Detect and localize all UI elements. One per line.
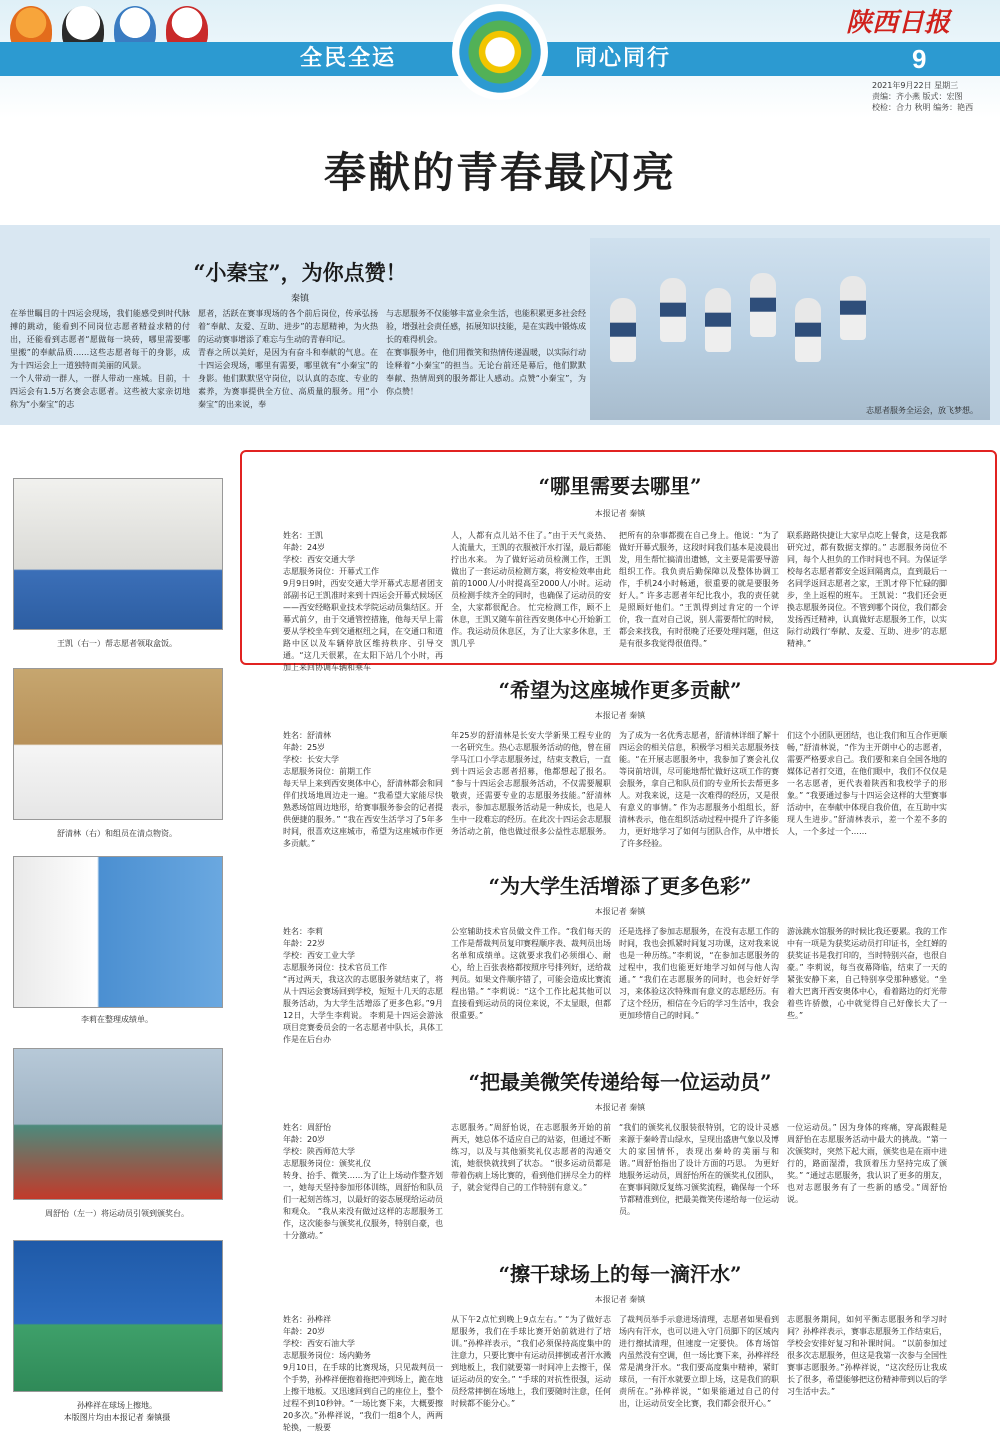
volunteer-figure (610, 298, 636, 362)
article-byline: 本报记者 秦镇 (594, 509, 646, 518)
proof-credit: 校检：合力 秋明 编务：艳西 (872, 103, 974, 112)
article-photo (13, 1048, 223, 1200)
page-banner (0, 0, 1000, 118)
games-emblem-icon (452, 4, 548, 100)
editor-credit: 责编：齐小燕 版式：宏图 (872, 92, 963, 101)
feature-column: 与志愿服务不仅能够丰富业余生活，也能积累更多社会经验，增强社会责任感，拓展知识技能，是在实践中锻炼成长的难得机会。 在赛事服务中，他们用微笑和热情传递温暖，以实际行动诠释着“小秦宝”的担当。无论台前还是幕后，他们默默奉献、热情周到的服务都让人感动。点赞“小秦宝”，为你点赞！ (386, 309, 586, 396)
article-byline: 本报记者 秦镇 (594, 711, 646, 720)
photo-credit: 本版图片均由本报记者 秦镇摄 (63, 1413, 171, 1422)
page-number: 9 (912, 44, 927, 74)
photo-caption: 王凯（右一）帮志愿者领取盒饭。 (57, 639, 177, 648)
photo-caption: 志愿者服务全运会，放飞梦想。 (866, 406, 978, 415)
article-column: 公室辅助技术官员做文件工作。“我们每天的工作是帮裁判员复印赛程顺序表、裁判员出场名单和成绩单。这就要求我们必须细心、耐心，给上百张表格都按照序号排列好，送给裁判员。如果文件顺序错了，可能会造成比赛流程出错。” “李莉说：“这个工作比起其他可以直接看到运动员的岗位来说，不太显眼，但都很重要。” (451, 927, 611, 1020)
article-photo (13, 478, 223, 630)
article-title: “把最美微笑传递给每一位运动员” (468, 1070, 772, 1094)
article-column: 每天早上来到西安奥体中心，舒清林都会和同伴们找场地周边走一遍。“我希望大家能尽快熟悉场馆周边地形，给赛事服务参会的记者提供便捷的服务。” “我在西安生活学习了5年多时间，很喜欢这座城市，希望为这座城市作更多贡献。” (283, 779, 443, 848)
article-title: “哪里需要去哪里” (538, 474, 702, 498)
feature-column: 愿者，活跃在赛事现场的各个前后岗位，传承弘扬着“奉献、友爱、互助、进步”的志愿精神，为火热的运动赛事增添了难忘与生动的青春印记。 青春之所以美好，是因为有奋斗和奉献的气息。在十四运会现场，哪里有需要，哪里就有“小秦宝”的身影。他们默默坚守岗位，以认真的态度、专业的素养，为赛事提供全方位、高质量的服务。用“小秦宝”的出来说，奉 (198, 309, 378, 409)
feature-byline: 秦镇 (290, 294, 309, 304)
article-byline: 本报记者 秦镇 (594, 1295, 646, 1304)
article-column: 年25岁的舒清林是长安大学新果工程专业的一名研究生。热心志愿服务活动的他，曾在留学马江口小学志愿服务过，结束支教后，一直到十四运会志愿者招募，他都想起了报名。 “参与十四运会志愿服务活动，不仅需要履职敬责，还需要专业的志愿服务技能。”舒清林表示，参加志愿服务活动是一种成长，也是人生中一段难忘的经历。在此次十四运会志愿服务活动之前，他也做过很多公益性志愿服务。 (451, 731, 611, 836)
article-column: “再过两天，我这次的志愿服务就结束了，将从十四运会赛场回到学校，短短十几天的志愿服务活动，为大学生活增添了更多色彩。”9月12日，大学生李莉说。 李莉是十四运会游泳项目竞赛委员会的一名志愿者中队长，具体工作是在后台办 (283, 975, 443, 1044)
article-column: 联系路路快捷让大家早点吃上餐食，这是我都研究过，都有数据支撑的。” 志愿服务岗位不同，每个人担负的工作时间也不同。为保证学校每名志愿者都安全返回隔离点，直到最后一名同学返回志愿者之家，王凯才停下忙碌的脚步，坐上返程的班车。 王凯说：“我们还会更换志愿服务岗位。不管到哪个岗位，我们都会发扬西迁精神，认真做好志愿服务工作，以实际行动践行‘奉献、友爱、互助、进步’的志愿精神。” (787, 531, 947, 648)
volunteer-figure (705, 288, 731, 352)
volunteer-figure (660, 278, 686, 342)
photo-caption: 李莉在整理成绩单。 (81, 1015, 153, 1024)
article-title: “希望为这座城作更多贡献” (498, 678, 742, 702)
article-column: 了裁判员举手示意进场清理，志愿者如果看到场内有汗水，也可以进入守门员脚下的区域内进行擦拭清理，但速度一定要快。 体育场馆内虽然没有空调，但一场比赛下来，孙桦祥经常是满身汗水。“我们要高度集中精神，紧盯球员，一有汗水就要立即上场，这是我们的职责所在。”孙桦祥说，“如果能通过自己的付出，让运动员安全比赛，我们都会很开心。” (619, 1315, 779, 1408)
photo-caption: 舒清林（右）和组员在清点物资。 (57, 829, 177, 838)
photo-caption: 孙桦祥在球场上擦地。 (77, 1401, 157, 1410)
article-column: 们这个小团队更团结，也让我们和互合作更顺畅，”舒清林说，“作为主开朗中心的志愿者，需要严格要求自己。我们要和来自全国各地的媒体记者打交道，在他们眼中，我们不仅仅是一名志愿者，更代表着陕西和我校学子的形象。” “我要通过参与十四运会这样的大型赛事活动中，在奉献中体现自我价值，在互助中实现人生进步。”舒清林表示，差一个差不多的人，一个多过一个…… (787, 731, 947, 836)
profile-box: 姓名：王凯 年龄：24岁 学校：西安交通大学 志愿服务岗位：开幕式工作 (283, 531, 379, 576)
volunteer-figure (840, 276, 866, 340)
profile-box: 姓名：周舒怡 年龄：20岁 学校：陕西师范大学 志愿服务岗位：颁奖礼仪 (283, 1123, 371, 1168)
photo-caption: 周舒怡（左一）将运动员引领到颁奖台。 (45, 1209, 189, 1218)
profile-box: 姓名：舒清林 年龄：25岁 学校：长安大学 志愿服务岗位：前期工作 (283, 731, 371, 776)
article-column: 为了成为一名优秀志愿者，舒清林详细了解十四运会的相关信息，积极学习相关志愿服务技能。“在开展志愿服务中，我参加了赛会礼仪等岗前培训，尽可能地帮忙做好这项工作的赛会服务，拿自己和队员们的专业所长去帮更多人。对我来说，这是一次难得的经历，又是很有意义的事情。” 作为志愿服务小组组长，舒清林表示，他在组织活动过程中提升了许多能力，更好地学习了如何与团队合作，从中增长了许多经验。 (619, 731, 779, 848)
article-column: 9月9日9时，西安交通大学开幕式志愿者团支部副书记王凯准时来到十四运会开幕式候场区——西安经略职业技术学院运动员集结区。开幕式前夕，由于交通管控措施，他每天早上需要从学校坐车到交通枢纽之间，在交通口和道路中区以及车辆停放区维持秩序、引导交通。“这几天很累，在太阳下站几个小时，再加上来回协调车辆和乘车 (283, 579, 443, 672)
profile-box: 姓名：孙桦祥 年龄：20岁 学校：西安石油大学 志愿服务岗位：场内勤务 (283, 1315, 371, 1360)
article-column: 还是选择了参加志愿服务，在没有志愿工作的时间，我也会抓紧时间复习功课，这对我来说也是一种历练。”李莉说，“在参加志愿服务的过程中，我们也能更好地学习如何与他人沟通。” “我们在志愿服务的同时，也会好好学习，来体验这次特殊而有意义的志愿经历。有了这个经历，相信在今后的学习生活中，我会更加珍惜自己的时间。” (619, 927, 779, 1020)
article-column: 一位运动员。” 因为身体的疼痛，穿高跟鞋是周舒怡在志愿服务活动中最大的挑战。“第一次颁奖时，突然下起大雨，颁奖也是在雨中进行的，路面湿滑，我顶着压力坚持完成了颁奖。” “通过志愿服务，我认识了更多的朋友，也对志愿服务有了一些新的感受。”周舒怡说。 (787, 1123, 947, 1204)
volunteer-figure (795, 298, 821, 362)
article-photo (13, 668, 223, 820)
article-byline: 本报记者 秦镇 (594, 907, 646, 916)
article-column: 把所有的杂事都揽在自己身上。他说：“为了做好开幕式服务，这段时间我们基本是凌晨出发，用生帮忙搞清出遗憾，文主要是需要导游组织工作。我负责后勤保障以及整体协调工作，手机24小时畅通，很重要的就是要服务好人。” 许多志愿者年纪比我小，我的责任就是照顾好他们。“王凯得到过肯定的一个评价，我一直对自己说，别人需要帮忙的时候，都会来找我，有时很晚了还要处理问题，但这是有很多我觉得很值得。” (619, 531, 779, 648)
article-column: 志愿服务期间，如何平衡志愿服务和学习时间？孙桦祥表示，赛事志愿服务工作结束后，学校会安排好复习和补课时间。 “以前参加过很多次志愿服务，但这是我第一次参与全国性赛事志愿服务。”孙桦祥说，“这次经历让我成长了很多，希望能够把这份精神带到以后的学习生活中去。” (787, 1315, 947, 1396)
article-title: “擦干球场上的每一滴汗水” (498, 1262, 742, 1286)
article-column: 9月10日，在手球的比赛现场，只见裁判员一个手势，孙桦祥便抱着拖把冲到场上，跪在地上擦干地板。又迅速回到自己的座位上，整个过程不到10秒钟。“一场比赛下来，大概要擦20多次。”孙桦祥说，“我们一组8个人，两两轮换，一般要 (283, 1363, 443, 1432)
article-column: “我们的颁奖礼仪服装很特别，它的设计灵感来源于秦岭青山绿水，呈现出盛唐气象以及博大的家国情怀，表现出秦岭的美丽与和谐。”周舒怡指出了设计方面的巧思。 为更好地服务运动员，周舒怡所在的颁奖礼仪团队，在赛事间隙反复练习颁奖流程，确保每一个环节都精准到位，把最美微笑传递给每一位运动员。 (619, 1123, 779, 1216)
article-byline: 本报记者 秦镇 (594, 1103, 646, 1112)
article-column: 人，人都有点儿站不住了。”由于天气炎热、人流量大，王凯的衣服被汗水打湿，最后都能拧出水来。 为了做好运动员检测工作，王凯做出了一套运动员检测方案，将安检效率由此前的1000人/小时提高至2000人/小时。运动员检测手续齐全的同时，也确保了运动员的安全，大家都很配合。 忙完检测工作，顾不上休息，王凯又随车前往西安奥体中心开始新工作。我运动员休息区，为了让大家多休息，王凯几乎 (451, 531, 611, 648)
article-photo (13, 856, 223, 1008)
article-column: 从下午2点忙到晚上9点左右。” “为了做好志愿服务，我们在手球比赛开始前就进行了培训。”孙桦祥表示，“我们必须保持高度集中的注意力，只要比赛中有运动员摔倒或者汗水溅到地板上，我们就要第一时间冲上去擦干，保证运动员的安全。” “手球的对抗性很强，运动员经常摔倒在场地上，我们要随时注意，任何时候都不能分心。” (451, 1315, 611, 1408)
feature-title: “小秦宝”，为你点赞！ (193, 260, 407, 285)
profile-box: 姓名：李莉 年龄：22岁 学校：西安工业大学 志愿服务岗位：技术官员工作 (283, 927, 387, 972)
slogan-right: 同心同行 (575, 46, 672, 71)
article-title: “为大学生活增添了更多色彩” (488, 874, 752, 898)
article-column: 志愿服务。”周舒怡说，在志愿服务开始的前两天，她总体不适应自己的站姿，但通过不断练习，以及与其他颁奖礼仪志愿者的沟通交流，她很快就找到了状态。 “很多运动员都是带着伤病上场比赛的，看到他们拼尽全力的样子，就会觉得自己的工作特别有意义。” (451, 1123, 611, 1192)
page-title: 奉献的青春最闪亮 (323, 148, 676, 197)
issue-meta (872, 80, 973, 113)
slogan-left: 全民全运 (300, 46, 397, 71)
article-column: 转身、抬手、微笑……为了让上场动作整齐划一，她每天坚持参加形体训练，周舒怡和队员们一起刻苦练习，以最好的姿态展现给运动员和观众。 “我从来没有做过这样的志愿服务工作，这次能参与颁奖礼仪服务，特别自豪，也十分激动。” (283, 1171, 443, 1240)
feature-photo (590, 238, 990, 420)
feature-column: 在举世瞩目的十四运会现场，我们能感受到时代脉搏的跳动，能看到不同岗位志愿者精益求精的付出，还能看到志愿者“愿做每一块砖，哪里需要哪里搬”的奉献品质……这些志愿者每干的身影，成为十四运会上一道独特而美丽的风景。 一个人带动一群人，一群人带动一座城。目前，十四运会有1.5万名赛会志愿者。这些被大家亲切地称为“小秦宝”的志 (10, 309, 190, 409)
volunteer-figure (750, 273, 776, 337)
article-photo (13, 1240, 223, 1392)
newspaper-masthead: 陕西日报 (846, 8, 951, 38)
article-column: 游泳跳水馆服务的时候比我还要累。我的工作中有一项是为获奖运动员打印证书，全红婵的获奖证书是我打印的，当时特别兴奋，也很自豪。” 李莉说，每当夜幕降临，结束了一天的紧张安静下来，自己特别享受那种感觉。“坐着大巴离开西安奥体中心，看着路边的灯光带着些许骄傲，心中就觉得自己好像长大了一些。” (787, 927, 947, 1020)
issue-date: 2021年9月22日 星期三 (872, 81, 959, 90)
